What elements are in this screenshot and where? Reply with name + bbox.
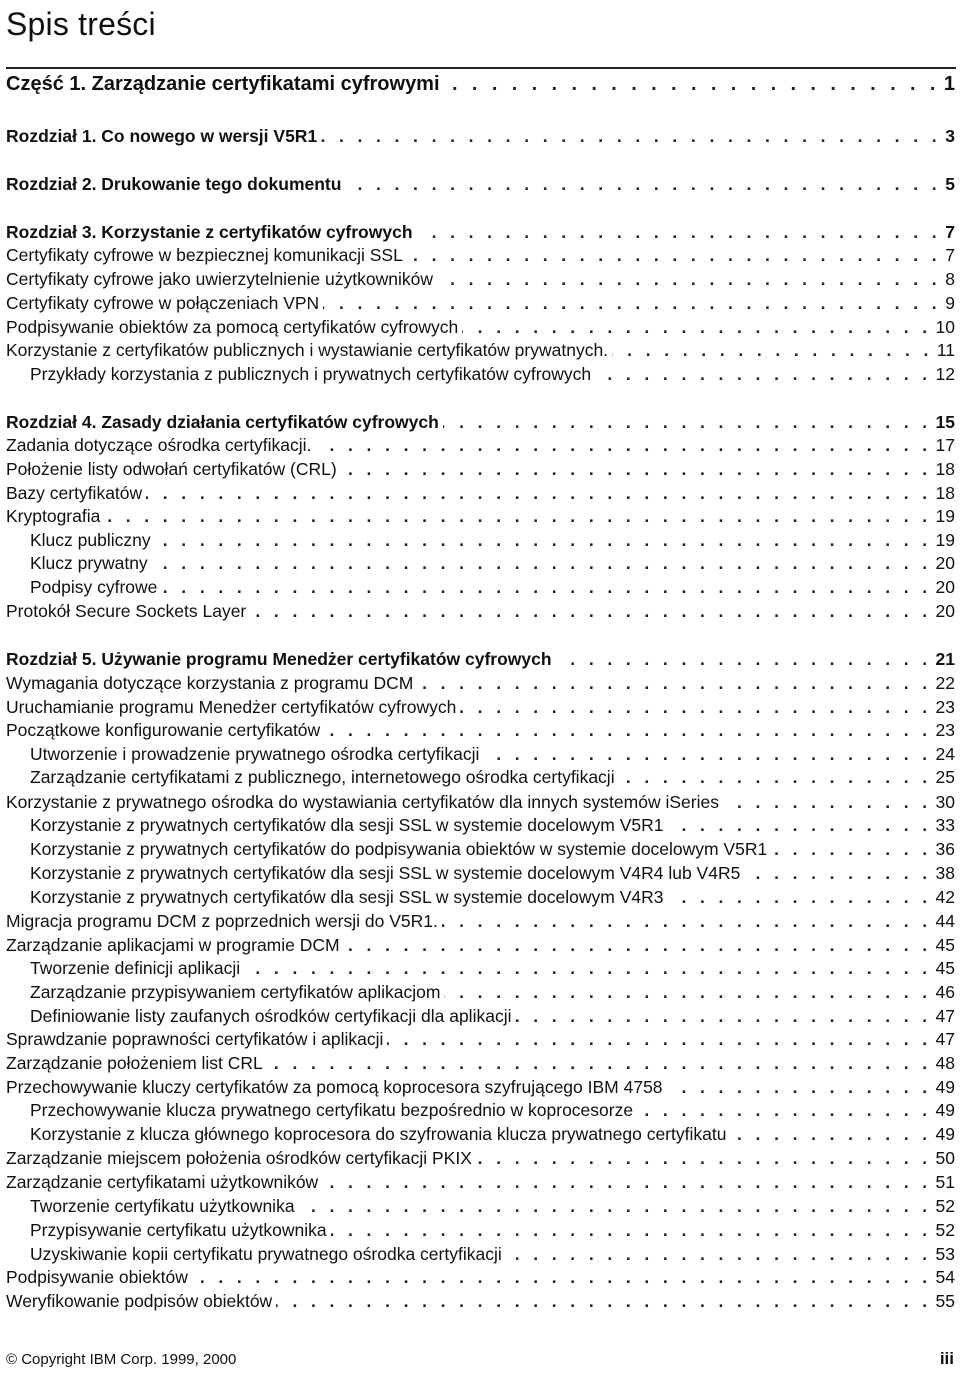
dot-leader	[331, 1219, 932, 1241]
dot-leader	[417, 221, 941, 243]
toc-entry-label: Podpisywanie obiektów	[6, 1267, 188, 1287]
dot-leader	[744, 862, 931, 884]
toc-entry-page-number: 33	[935, 815, 955, 835]
toc-entry-page-number: 17	[935, 435, 955, 455]
toc-entry-label: Migracja programu DCM z poprzednich wersji do V5R1.	[6, 911, 438, 931]
toc-entry-label: Zarządzanie aplikacjami w programie DCM	[6, 935, 340, 955]
toc-entry[interactable]	[6, 694, 955, 718]
toc-entry[interactable]	[6, 598, 955, 622]
toc-entry-label: Weryfikowanie podpisów obiektów	[6, 1291, 273, 1311]
toc-entry-label: Uzyskiwanie kopii certyfikatu prywatnego ośrodka certyfikacji	[30, 1244, 502, 1264]
toc-entry[interactable]	[6, 812, 955, 836]
toc-entry-page-number: 20	[935, 601, 955, 621]
toc-entry-label: Rozdział 1. Co nowego w wersji V5R1	[6, 126, 318, 146]
toc-entry-label: Przykłady korzystania z publicznych i prywatnych certyfikatów cyfrowych	[30, 364, 592, 384]
toc-entry-page-number: 52	[935, 1220, 955, 1240]
toc-entry-label-text: Zasady działania certyfikatów cyfrowych	[101, 412, 439, 432]
toc-entry-label	[6, 648, 552, 670]
toc-entry-label: Zarządzanie certyfikatami użytkowników	[6, 1172, 319, 1192]
toc-entry[interactable]	[6, 979, 955, 1003]
toc-entry-label: Utworzenie i prowadzenie prywatnego ośrodka certyfikacji	[30, 744, 480, 764]
dot-leader	[612, 339, 933, 361]
dot-leader	[637, 1099, 931, 1121]
dot-leader	[730, 1123, 931, 1145]
toc-entry[interactable]	[6, 646, 955, 670]
toc-entry[interactable]	[6, 908, 955, 932]
toc-entry-label: Podpisy cyfrowe	[30, 577, 158, 597]
toc-entry[interactable]	[6, 1145, 955, 1169]
toc-entry-label: Część 1. Zarządzanie certyfikatami cyfrowymi	[6, 73, 440, 95]
toc-entry-label: Zarządzanie miejscem położenia ośrodków certyfikacji PKIX	[6, 1148, 472, 1168]
toc-entry[interactable]	[6, 1241, 955, 1265]
toc-entry[interactable]	[6, 1193, 955, 1217]
toc-entry[interactable]	[6, 789, 955, 813]
toc-entry-page-number: 51	[935, 1172, 955, 1192]
toc-entry-page-number: 3	[945, 126, 955, 146]
toc-entry[interactable]	[6, 123, 955, 147]
toc-entry[interactable]	[6, 1003, 955, 1027]
toc-entry-page-number: 54	[935, 1267, 955, 1287]
toc-entry-label: Rozdział 3. Korzystanie z certyfikatów cyfrowych	[6, 222, 413, 242]
toc-entry[interactable]	[6, 741, 955, 765]
dot-leader	[444, 71, 940, 97]
dot-leader	[667, 1076, 932, 1098]
toc-entry[interactable]	[6, 1121, 955, 1145]
toc-entry-label: Zarządzanie przypisywaniem certyfikatów aplikacjom	[30, 982, 441, 1002]
toc-entry[interactable]	[6, 955, 955, 979]
toc-entry[interactable]	[6, 1288, 955, 1312]
toc-entry-page-number: 20	[935, 577, 955, 597]
toc-entry[interactable]	[6, 290, 955, 314]
toc-entry-label: Początkowe konfigurowanie certyfikatów	[6, 720, 321, 740]
dot-leader	[462, 316, 931, 338]
toc-entry-page-number: 12	[935, 364, 955, 384]
toc-entry-page-number: 22	[935, 673, 955, 693]
toc-entry-page-number: 49	[935, 1077, 955, 1097]
dot-leader	[506, 1243, 932, 1265]
toc-entry[interactable]	[6, 266, 955, 290]
dot-leader	[321, 125, 941, 147]
dot-leader	[155, 529, 932, 551]
toc-entry-label: Definiowanie listy zaufanych ośrodków certyfikacji dla aplikacji	[30, 1006, 512, 1026]
toc-entry-page-number: 42	[935, 887, 955, 907]
dot-leader	[315, 434, 931, 456]
toc-entry-page-number: 10	[935, 317, 955, 337]
dot-leader	[299, 1195, 932, 1217]
toc-entry-label: Klucz prywatny	[30, 553, 148, 573]
dot-leader	[152, 552, 932, 574]
toc-entry-label: Uruchamianie programu Menedżer certyfikatów cyfrowych	[6, 697, 457, 717]
dot-leader	[437, 268, 941, 290]
dot-leader	[460, 696, 931, 718]
toc-entry[interactable]	[6, 71, 955, 97]
dot-leader	[104, 505, 931, 527]
toc-entry[interactable]	[6, 836, 955, 860]
toc-entry[interactable]	[6, 1026, 955, 1050]
toc-entry[interactable]	[6, 456, 955, 480]
toc-entry-page-number: 1	[943, 73, 955, 95]
toc-entry[interactable]	[6, 337, 955, 361]
dot-leader	[483, 743, 931, 765]
dot-leader	[244, 957, 931, 979]
toc-entry-page-number: 23	[935, 720, 955, 740]
toc-entry-page-number: 47	[935, 1006, 955, 1026]
toc-entry-label: Położenie listy odwołań certyfikatów (CRL)	[6, 459, 337, 479]
page-title: Spis treści	[6, 6, 156, 42]
dot-leader	[322, 1171, 931, 1193]
toc-entry-page-number: 18	[935, 459, 955, 479]
dot-leader	[267, 1052, 932, 1074]
dot-leader	[771, 838, 931, 860]
footer-page-number: iii	[939, 1349, 954, 1368]
toc-entry-page-number: 49	[935, 1100, 955, 1120]
toc-entry-page-number: 15	[935, 412, 955, 432]
dot-leader	[444, 981, 931, 1003]
dot-leader	[476, 1147, 932, 1169]
dot-leader	[723, 791, 932, 813]
toc-entry-label: Bazy certyfikatów	[6, 483, 143, 503]
toc-entry[interactable]	[6, 574, 955, 598]
toc-entry-label: Korzystanie z prywatnych certyfikatów dla sesji SSL w systemie docelowym V4R3	[30, 887, 664, 907]
footer-copyright: © Copyright IBM Corp. 1999, 2000	[6, 1351, 237, 1368]
toc-entry-page-number: 52	[935, 1196, 955, 1216]
toc-entry-label: Sprawdzanie poprawności certyfikatów i aplikacji	[6, 1029, 384, 1049]
toc-entry[interactable]	[6, 884, 955, 908]
toc-entry-page-number: 55	[935, 1291, 955, 1311]
toc-entry-label: Tworzenie definicji aplikacji	[30, 958, 241, 978]
toc-entry-label: Zarządzanie położeniem list CRL	[6, 1053, 263, 1073]
toc-entry-page-number: 18	[935, 483, 955, 503]
toc-entry[interactable]	[6, 1169, 955, 1193]
dot-leader	[341, 458, 932, 480]
toc-entry[interactable]	[6, 1097, 955, 1121]
toc-entry-label: Korzystanie z klucza głównego koprocesora do szyfrowania klucza prywatnego certyfikatu	[30, 1124, 727, 1144]
toc-entry[interactable]	[6, 242, 955, 266]
toc-entry-page-number: 5	[945, 174, 955, 194]
dot-leader	[276, 1290, 931, 1312]
toc-entry-page-number: 49	[935, 1124, 955, 1144]
toc-entry[interactable]	[6, 432, 955, 456]
toc-entry-label: Korzystanie z prywatnych certyfikatów dla sesji SSL w systemie docelowym V4R4 lub V4R5	[30, 863, 741, 883]
toc-entry-page-number: 46	[935, 982, 955, 1002]
toc-entry[interactable]	[6, 670, 955, 694]
dot-leader	[323, 292, 941, 314]
toc-entry[interactable]	[6, 550, 955, 574]
toc-entry-page-number: 30	[935, 792, 955, 812]
toc-entry-page-number: 24	[935, 744, 955, 764]
toc-entry[interactable]	[6, 361, 955, 385]
title-rule	[6, 67, 956, 69]
dot-leader	[619, 766, 932, 788]
toc-entry-page-number: 19	[935, 506, 955, 526]
toc-entry-page-number: 48	[935, 1053, 955, 1073]
dot-leader	[515, 1005, 931, 1027]
toc-entry-label: Kryptografia	[6, 506, 101, 526]
toc-entry-page-number: 11	[936, 340, 955, 360]
dot-leader	[345, 173, 941, 195]
toc-entry-label: Certyfikaty cyfrowe w połączeniach VPN	[6, 293, 320, 313]
toc-entry[interactable]	[6, 314, 955, 338]
toc-entry[interactable]	[6, 1050, 955, 1074]
toc-entry-page-number: 7	[945, 222, 955, 242]
toc-entry-label: Tworzenie certyfikatu użytkownika	[30, 1196, 295, 1216]
dot-leader	[192, 1266, 932, 1288]
toc-entry-label: Korzystanie z prywatnego ośrodka do wystawiania certyfikatów dla innych systemów iSeries	[6, 792, 719, 812]
toc-entry-label: Przechowywanie kluczy certyfikatów za pomocą koprocesora szyfrującego IBM 4758	[6, 1077, 663, 1097]
toc-entry[interactable]	[6, 503, 955, 527]
dot-leader	[324, 719, 931, 741]
toc-entry-label	[6, 411, 439, 433]
toc-entry-page-number: 20	[935, 553, 955, 573]
dot-leader	[387, 1028, 931, 1050]
dot-leader	[595, 363, 931, 385]
toc-entry[interactable]	[6, 932, 955, 956]
toc-entry[interactable]	[6, 1264, 955, 1288]
dot-leader	[556, 648, 932, 670]
toc-entry-label: Przypisywanie certyfikatu użytkownika	[30, 1220, 327, 1240]
toc-entry[interactable]	[6, 219, 955, 243]
toc-entry-label: Wymagania dotyczące korzystania z programu DCM	[6, 673, 414, 693]
dot-leader	[667, 886, 931, 908]
dot-leader	[443, 411, 932, 433]
toc-entry-label: Certyfikaty cyfrowe w bezpiecznej komunikacji SSL	[6, 245, 403, 265]
dot-leader	[417, 672, 931, 694]
toc-entry-page-number: 44	[935, 911, 955, 931]
dot-leader	[667, 814, 931, 836]
toc-entry-label: Protokół Secure Sockets Layer	[6, 601, 247, 621]
toc-entry[interactable]	[6, 409, 955, 433]
toc-entry-label-prefix: Rozdział 5.	[6, 649, 97, 669]
toc-entry-page-number: 38	[935, 863, 955, 883]
toc-entry-page-number: 9	[945, 293, 955, 313]
toc-entry-page-number: 36	[935, 839, 955, 859]
toc-entry-label: Rozdział 2. Drukowanie tego dokumentu	[6, 174, 342, 194]
dot-leader	[442, 910, 932, 932]
toc-entry[interactable]	[6, 527, 955, 551]
toc-entry-label-prefix: Rozdział 4.	[6, 412, 97, 432]
toc-entry-page-number: 45	[935, 935, 955, 955]
toc-entry[interactable]	[6, 860, 955, 884]
toc-entry-label: Przechowywanie klucza prywatnego certyfikatu bezpośrednio w koprocesorze	[30, 1100, 634, 1120]
toc-entry-page-number: 25	[935, 767, 955, 787]
dot-leader	[407, 244, 941, 266]
toc-entry[interactable]	[6, 764, 955, 788]
toc-entry-label: Klucz publiczny	[30, 530, 151, 550]
toc-entry[interactable]	[6, 717, 955, 741]
toc-entry-page-number: 7	[945, 245, 955, 265]
dot-leader	[250, 600, 931, 622]
toc-entry-label-text: Używanie programu Menedżer certyfikatów cyfrowych	[101, 649, 552, 669]
toc-entry-page-number: 53	[935, 1244, 955, 1264]
toc-entry-page-number: 19	[935, 530, 955, 550]
toc-entry-page-number: 45	[935, 958, 955, 978]
toc-entry-label: Zarządzanie certyfikatami z publicznego, internetowego ośrodka certyfikacji	[30, 767, 615, 787]
toc-entry-label: Zadania dotyczące ośrodka certyfikacji.	[6, 435, 312, 455]
dot-leader	[344, 934, 932, 956]
toc-entry-page-number: 21	[935, 649, 955, 669]
toc-entry-page-number: 50	[935, 1148, 955, 1168]
toc-entry-label: Korzystanie z certyfikatów publicznych i wystawianie certyfikatów prywatnych.	[6, 340, 609, 360]
dot-leader	[146, 482, 931, 504]
toc-entry[interactable]	[6, 1074, 955, 1098]
toc-entry[interactable]	[6, 1217, 955, 1241]
toc-entry-label: Korzystanie z prywatnych certyfikatów do podpisywania obiektów w systemie docelowym V5R1	[30, 839, 768, 859]
toc-entry[interactable]	[6, 171, 955, 195]
toc-entry-page-number: 23	[935, 697, 955, 717]
toc-entry-page-number: 8	[945, 269, 955, 289]
toc-entry-label: Podpisywanie obiektów za pomocą certyfikatów cyfrowych	[6, 317, 459, 337]
toc-entry[interactable]	[6, 480, 955, 504]
toc-entry-label: Korzystanie z prywatnych certyfikatów dla sesji SSL w systemie docelowym V5R1	[30, 815, 664, 835]
toc-entry-page-number: 47	[935, 1029, 955, 1049]
dot-leader	[161, 576, 931, 598]
toc-entry-label: Certyfikaty cyfrowe jako uwierzytelnienie użytkowników	[6, 269, 433, 289]
